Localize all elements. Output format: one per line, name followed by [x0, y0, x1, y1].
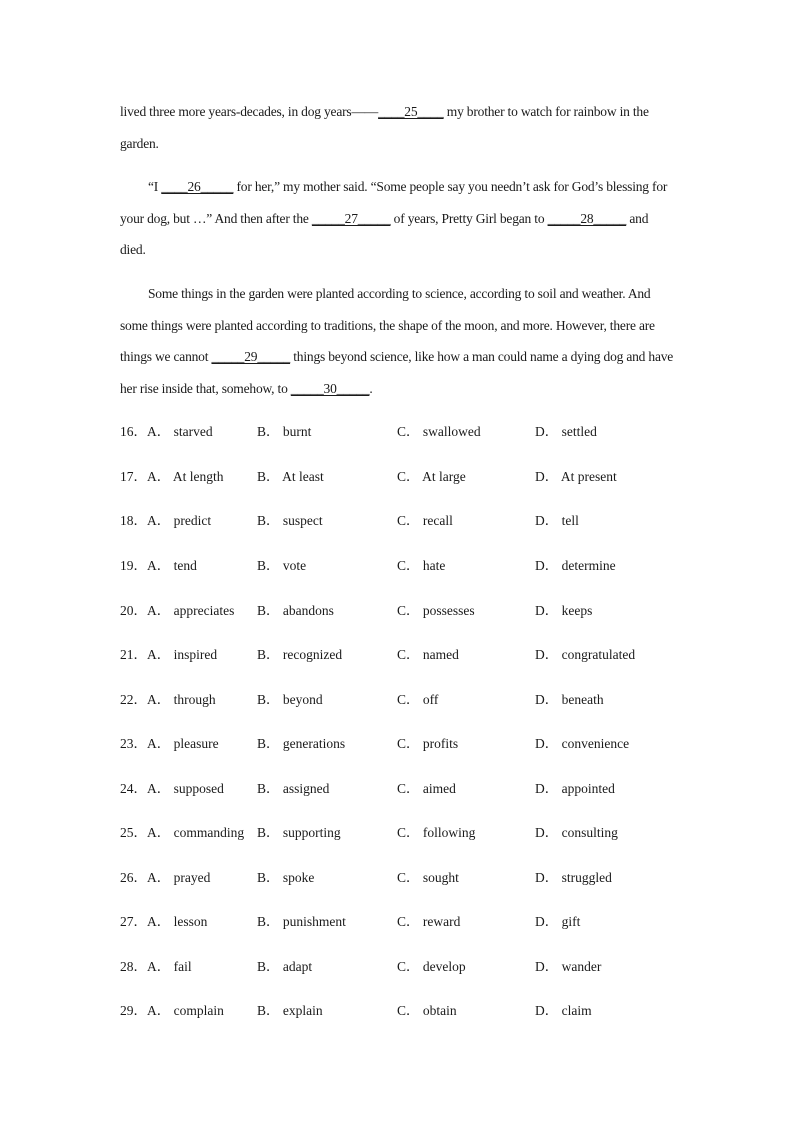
question-number: 23．: [120, 736, 147, 751]
blank-28: _____28_____: [547, 210, 627, 226]
option-d: D． determine: [535, 558, 616, 573]
option-d: D． claim: [535, 1003, 592, 1018]
option-a: A． pleasure: [147, 736, 219, 751]
passage-text: and died.: [120, 210, 649, 257]
option-a: A． predict: [147, 513, 212, 528]
option-c: C． named: [397, 647, 459, 662]
passage-text: .: [369, 380, 373, 396]
option-a: A． supposed: [147, 781, 224, 796]
question-number: 28．: [120, 959, 147, 974]
option-c: C． swallowed: [397, 424, 481, 439]
option-a: A． starved: [147, 424, 213, 439]
option-c: C． off: [397, 692, 439, 707]
blank-30: _____30_____: [290, 380, 370, 396]
option-d: D． consulting: [535, 825, 618, 840]
option-b: B． beyond: [257, 692, 323, 707]
option-c: C． recall: [397, 513, 453, 528]
question-number: 16．: [120, 424, 147, 439]
blank-26: ____26_____: [161, 179, 234, 194]
option-c: C． obtain: [397, 1003, 457, 1018]
option-b: B． At least: [257, 469, 324, 484]
question-number: 26．: [120, 870, 147, 885]
option-c: C． sought: [397, 870, 459, 885]
option-b: B． explain: [257, 1003, 323, 1018]
option-a: A． through: [147, 692, 216, 707]
passage-text: things beyond science, like how a man could name a dying dog and have her rise inside that, somehow, to: [120, 349, 674, 396]
option-c: C． possesses: [397, 603, 475, 618]
option-c: C． At large: [397, 469, 466, 484]
question-number: 21．: [120, 647, 147, 662]
question-number: 24．: [120, 781, 147, 796]
option-b: B． abandons: [257, 603, 334, 618]
passage-paragraph-2: [120, 171, 676, 266]
question-number: 25．: [120, 825, 147, 840]
blank-29: _____29_____: [211, 349, 291, 364]
question-number: 27．: [120, 914, 147, 929]
option-b: B． suspect: [257, 513, 323, 528]
passage-text: lived three more years-decades, in dog years——: [120, 104, 379, 119]
option-b: B． assigned: [257, 781, 330, 796]
option-c: C． develop: [397, 959, 466, 974]
passage-text: for her,” my mother said. “Some people say you needn’t ask for God’s blessing for your dog, but …” And then after the: [120, 179, 668, 226]
option-d: D． tell: [535, 513, 579, 528]
option-d: D． appointed: [535, 781, 615, 796]
question-number: 20．: [120, 603, 147, 618]
option-a: A． lesson: [147, 914, 208, 929]
option-b: B． punishment: [257, 914, 346, 929]
option-c: C． reward: [397, 914, 461, 929]
question-number: 22．: [120, 692, 147, 707]
option-a: A． At length: [147, 469, 224, 484]
blank-25: ____25____: [378, 104, 444, 119]
question-number: 18．: [120, 513, 147, 528]
option-c: C． following: [397, 825, 476, 840]
option-d: D． keeps: [535, 603, 593, 618]
option-d: D． struggled: [535, 870, 612, 885]
option-c: C． hate: [397, 558, 446, 573]
passage-text: my brother to watch for rainbow in the garden.: [120, 104, 649, 151]
option-b: B． supporting: [257, 825, 341, 840]
option-d: D． beneath: [535, 692, 604, 707]
question-number: 17．: [120, 469, 147, 484]
passage-text: of years, Pretty Girl began to: [390, 210, 548, 226]
option-b: B． burnt: [257, 424, 312, 439]
option-a: A． appreciates: [147, 603, 235, 618]
option-a: A． prayed: [147, 870, 211, 885]
option-d: D． gift: [535, 914, 581, 929]
option-c: C． profits: [397, 736, 459, 751]
option-b: B． vote: [257, 558, 307, 573]
option-d: D． At present: [535, 469, 617, 484]
question-number: 19．: [120, 558, 147, 573]
option-a: A． inspired: [147, 647, 218, 662]
passage-paragraph-3: [120, 278, 676, 404]
option-b: B． adapt: [257, 959, 313, 974]
option-a: A． fail: [147, 959, 192, 974]
option-c: C． aimed: [397, 781, 456, 796]
passage-text: Some things in the garden were planted according to science, according to soil and weather. And some things were planted according to traditions, the shape of the moon, and more. However, there are things we cannot: [120, 286, 655, 364]
option-a: A． commanding: [147, 825, 245, 840]
option-d: D． convenience: [535, 736, 630, 751]
blank-27: _____27_____: [311, 210, 391, 226]
option-d: D． settled: [535, 424, 597, 439]
option-a: A． tend: [147, 558, 197, 573]
option-b: B． generations: [257, 736, 346, 751]
option-d: D． wander: [535, 959, 602, 974]
option-b: B． recognized: [257, 647, 343, 662]
passage-paragraph-1: [120, 96, 676, 159]
option-a: A． complain: [147, 1003, 224, 1018]
passage-text: “I: [148, 179, 162, 194]
option-b: B． spoke: [257, 870, 315, 885]
option-d: D． congratulated: [535, 647, 636, 662]
question-number: 29．: [120, 1003, 147, 1018]
